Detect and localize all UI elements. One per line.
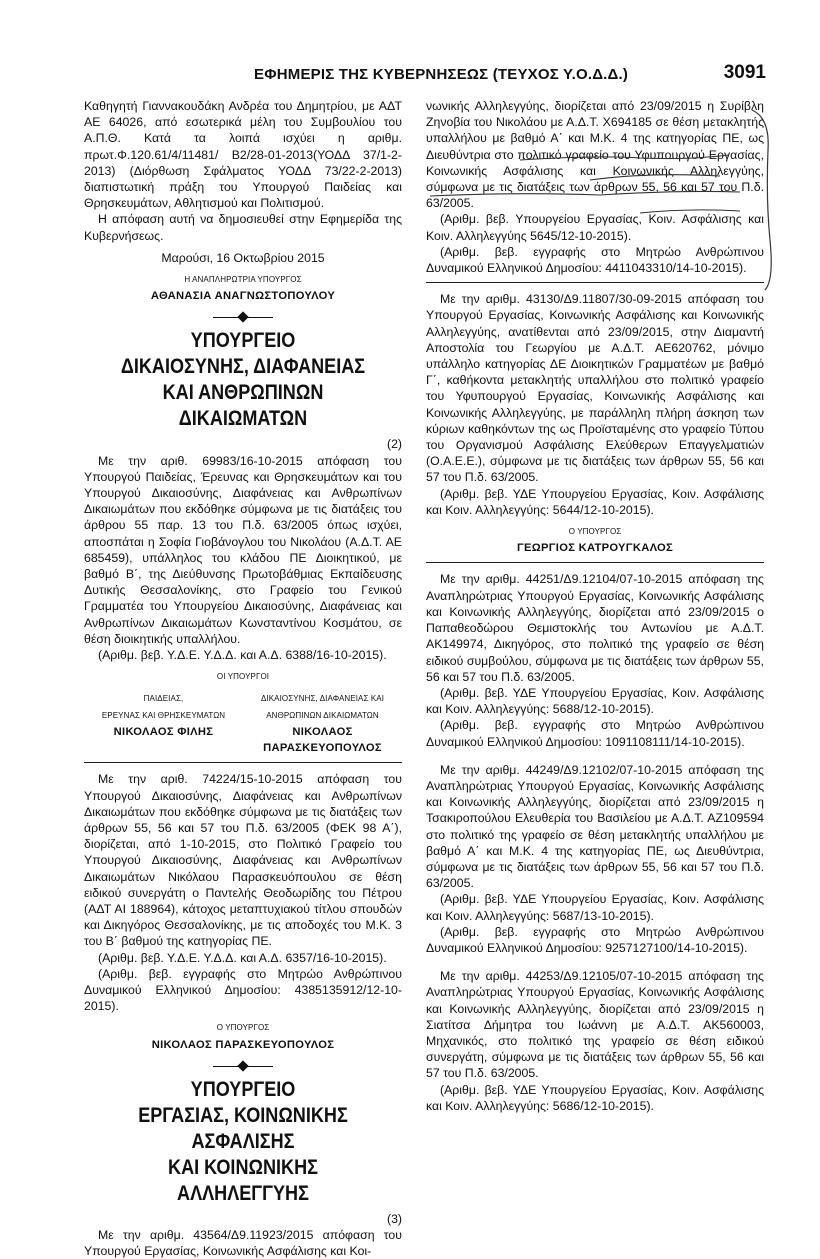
signers-label: ΟΙ ΥΠΟΥΡΓΟΙ — [216, 672, 270, 682]
section-divider — [213, 1059, 273, 1073]
decision-number: (3) — [386, 1211, 402, 1226]
signer-title: Ο ΥΠΟΥΡΓΟΣ — [568, 527, 622, 537]
dual-signature — [84, 691, 402, 756]
paragraph: Με την αριθμ. 44249/Δ9.12102/07-10-2015 απόφαση της Αναπληρώτριας Υπουργού Εργασίας, Κοινωνικής Ασφάλισης και Κοινωνικής Αλληλεγγύης, διορίζεται από 23/09/2015 η Τσακιροπούλου Ελευθερία του Βασιλείου με Α.Δ.Τ. ΑΖ109594 στο πολιτικό της γραφείο σε θέση μετακλητής υπαλλήλου με βαθμό Α΄ και Μ.Κ. 4 της κατηγορίας ΠΕ, ως Διευθύντρια, σύμφωνα με τις διατάξεις των άρθρων 55, 56 και 57 του Π.δ. 63/2005. — [426, 762, 764, 891]
signer-title: Ο ΥΠΟΥΡΓΟΣ — [216, 1023, 270, 1033]
signer-name: ΝΙΚΟΛΑΟΣ ΦΙΛΗΣ — [113, 725, 214, 738]
paragraph: Με την αριθμ. 44253/Δ9.12105/07-10-2015 απόφαση της Αναπληρώτριας Υπουργού Εργασίας, Κοινωνικής Ασφάλισης και Κοινωνικής Αλληλεγγύης, διορίζεται από 23/09/2015 η Σιατίτσα Δήμητρα του Ιωάννη με Α.Δ.Τ. ΑΚ560003, Μηχανικός, στο πολιτικό της γραφείο σε θέση ειδικού συνεργάτη, σύμφωνα με τις διατάξεις των άρθρων 55, 56 και 57 του Π.δ. 63/2005. — [426, 969, 764, 1081]
paragraph: Με την αριθμ. 43130/Δ9.11807/30-09-2015 απόφαση του Υπουργού Εργασίας, Κοινωνικής Ασφάλισης και Κοινωνικής Αλληλεγγύης, ανατίθενται από 23/09/2015, στην Διαμαντή Αποστολία του Γεωργίου με Α.Δ.Τ. ΑΕ620762, μόνιμο υπάλληλο κατηγορίας ΔΕ Διοικητικών Γραμματέων με βαθμό Γ΄, καθήκοντα μετακλητής υπαλλήλου στο πολιτικό γραφείο του Υφυπουργού Εργασίας, Κοινωνικής Ασφάλισης και Κοινωνικής Αλληλεγγύης, με παράλληλη πλήρη άσκηση των κύριων καθηκόντων της ως Προϊσταμένης στο γραφείο Τύπου του Οργανισμού Ασφάλισης Ελεύθερων Επαγγελματιών (Ο.Α.Ε.Ε.), σύμφωνα με τις διατάξεις των άρθρων 55, 56 και 57 του Π.δ. 63/2005. — [426, 292, 764, 485]
signer-title: Η ΑΝΑΠΛΗΡΩΤΡΙΑ ΥΠΟΥΡΓΟΣ — [184, 275, 302, 285]
ministry-heading-line: ΥΠΟΥΡΓΕΙΟ — [190, 1077, 296, 1101]
section-divider — [213, 310, 273, 324]
signer-name: ΝΙΚΟΛΑΟΣ ΠΑΡΑΣΚΕΥΟΠΟΥΛΟΣ — [151, 1038, 335, 1051]
gazette-title: ΕΦΗΜΕΡΙΣ ΤΗΣ ΚΥΒΕΡΝΗΣΕΩΣ (ΤΕΥΧΟΣ Υ.Ο.Δ.Δ.) — [254, 66, 629, 83]
paragraph: Με την αριθ. 74224/15-10-2015 απόφαση του Υπουργού Δικαιοσύνης, Διαφάνειας και Ανθρωπίνων Δικαιωμάτων που εκδόθηκε σύμφωνα με τις διατάξεις των άρθρων 55, 56 και 57 του Π.δ. 63/2005 (ΦΕΚ 98 Α΄), διορίζεται, από 1-10-2015, στο Πολιτικό Γραφείο του Υπουργού Δικαιοσύνης, Διαφάνειας και Ανθρωπίνων Δικαιωμάτων Νικόλαου Παρασκευόπουλου σε θέση ειδικού συνεργάτη ο Παντελής Θεοδωρίδης του Πέτρου (ΑΔΤ ΑΙ 188964), κάτοχος μεταπτυχιακού τίτλου σπουδών και Δικηγόρος Θεσσαλονίκης, με τις αποδοχές του Μ.Κ. 3 του Β΄ βαθμού της κατηγορίας ΠΕ. — [84, 772, 402, 949]
signer-name: ΑΘΑΝΑΣΙΑ ΑΝΑΓΝΩΣΤΟΠΟΥΛΟΥ — [150, 290, 336, 303]
paragraph: (Αριθμ. βεβ. ΥΔΕ Υπουργείου Εργασίας, Κοιν. Ασφάλισης και Κοιν. Αλληλεγγύης: 5688/12-10-2015). — [426, 685, 764, 717]
paragraph: (Αριθμ. βεβ. ΥΔΕ Υπουργείου Εργασίας, Κοιν. Ασφάλισης και Κοιν. Αλληλεγγύης: 5687/13-10-2015). — [426, 892, 764, 923]
ministry-heading-line: ΚΑΙ ΑΝΘΡΩΠΙΝΩΝ ΔΙΚΑΙΩΜΑΤΩΝ — [162, 381, 324, 431]
page-number: 3091 — [723, 62, 766, 83]
paragraph: Με την αριθμ. 43564/Δ9.11923/2015 απόφαση του Υπουργού Εργασίας, Κοινωνικής Ασφάλισης και Κοι- — [84, 1227, 402, 1259]
left-column — [84, 98, 402, 1259]
ministry-heading — [106, 1077, 379, 1207]
paragraph: (Αριθμ. βεβ. εγγραφής στο Μητρώο Ανθρώπινου Δυναμικού Ελληνικού Δημοσίου: 4411043310/14-10-2015). — [426, 244, 764, 276]
paragraph: (Αριθμ. βεβ. Υ.Δ.Ε. Υ.Δ.Δ. και Α.Δ. 6357/16-10-2015). — [98, 950, 387, 965]
paragraph: Με την αριθ. 69983/16-10-2015 απόφαση του Υπουργού Παιδείας, Έρευνας και Θρησκευμάτων και του Υπουργού Δικαιοσύνης, Διαφάνειας και Ανθρωπίνων Δικαιωμάτων που εκδόθηκε σύμφωνα με τις διατάξεις του άρθρου 55 παρ. 13 του Π.δ. 63/2005 όπως ισχύει, αποσπάται η Σοφία Γιοβάνογλου του Νικολάου (Α.Δ.Τ. ΑΕ 685459), υπάλληλος του κλάδου ΠΕ Διοικητικού, με βαθμό Β΄, της Διεύθυνσης Πρωτοβάθμιας Εκπαίδευσης Δυτικής Θεσσαλονίκης, στο Γραφείο του Γενικού Γραμματέα του Υπουργείου Δικαιοσύνης, Διαφάνειας και Ανθρωπίνων Δικαιωμάτων Κωνσταντίνου Κοσμάτου, σε θέση διοικητικής υπαλλήλου. — [84, 453, 402, 646]
ministry-heading-line: ΥΠΟΥΡΓΕΙΟ — [190, 329, 296, 353]
paragraph: (Αριθμ. βεβ. εγγραφής στο Μητρώο Ανθρώπινου Δυναμικού Ελληνικού Δημοσίου: 4385135912/12-10-2015). — [84, 966, 402, 1014]
paragraph: (Αριθμ. βεβ. Υπουργείου Εργασίας, Κοιν. Ασφάλισης και Κοιν. Αλληλεγγύης 5645/12-10-2015). — [426, 212, 764, 243]
paragraph: (Αριθμ. βεβ. ΥΔΕ Υπουργείου Εργασίας, Κοιν. Ασφάλισης και Κοιν. Αλληλεγγύης: 5686/12-10-2015). — [426, 1082, 764, 1113]
section-rule — [84, 762, 402, 763]
signer-title: ΕΡΕΥΝΑΣ ΚΑΙ ΘΡΗΣΚΕΥΜΑΤΩΝ — [101, 710, 226, 720]
section-rule — [426, 282, 764, 283]
ministry-heading — [106, 328, 379, 432]
paragraph: Η απόφαση αυτή να δημοσιευθεί στην Εφημερίδα της Κυβερνήσεως. — [84, 212, 402, 243]
signer-title: ΑΝΘΡΩΠΙΝΩΝ ΔΙΚΑΙΩΜΑΤΩΝ — [266, 710, 379, 720]
signer-name: ΝΙΚΟΛΑΟΣ ΠΑΡΑΣΚΕΥΟΠΟΥΛΟΣ — [263, 725, 382, 755]
ministry-heading-line: ΕΡΓΑΣΙΑΣ, ΚΟΙΝΩΝΙΚΗΣ ΑΣΦΑΛΙΣΗΣ — [138, 1103, 348, 1153]
ministry-heading-line: ΚΑΙ ΚΟΙΝΩΝΙΚΗΣ ΑΛΛΗΛΕΓΓΥΗΣ — [168, 1155, 318, 1205]
signing-date: Μαρούσι, 16 Οκτωβρίου 2015 — [161, 250, 325, 265]
right-column — [426, 98, 764, 1114]
signer-title: ΔΙΚΑΙΟΣΥΝΗΣ, ΔΙΑΦΑΝΕΙΑΣ ΚΑΙ — [260, 694, 385, 704]
page-header — [76, 62, 766, 92]
section-rule — [426, 562, 764, 563]
paragraph: (Αριθμ. βεβ. εγγραφής στο Μητρώο Ανθρώπινου Δυναμικού Ελληνικού Δημοσίου: 9257127100/14-10-2015). — [426, 924, 764, 955]
paragraph: νωνικής Αλληλεγγύης, διορίζεται από 23/09/2015 η Συρίβλη Ζηνοβία του Νικολάου με Α.Δ.Τ. Χ694185 σε θέση μετακλητής υπαλλήλου με βαθμό Α΄ και Μ.Κ. 4 της κατηγορίας ΠΕ, ως Διευθύντρια στο πολιτικό γραφείο του Υφυπουργού Εργασίας, Κοινωνικής Ασφάλισης και Κοινωνικής Αλληλεγγύης, σύμφωνα με τις διατάξεις των άρθρων 55, 56 και 57 του Π.δ. 63/2005. — [426, 99, 764, 211]
signer-name: ΓΕΩΡΓΙΟΣ ΚΑΤΡΟΥΓΚΑΛΟΣ — [516, 542, 674, 555]
paragraph: Με την αριθμ. 44251/Δ9.12104/07-10-2015 απόφαση της Αναπληρώτριας Υπουργού Εργασίας, Κοινωνικής Ασφάλισης και Κοινωνικής Αλληλεγγύης, διορίζεται από 23/09/2015 ο Παπαθεοδώρου Θεμιστοκλής του Αντωνίου με Α.Δ.Τ. ΑΚ149974, Δικηγόρος, στο πολιτικό της γραφείο σε θέση ειδικού συμβούλου, σύμφωνα με τις διατάξεις των άρθρων 55, 56 και 57 του Π.δ. 63/2005. — [426, 572, 764, 684]
signer-title: ΠΑΙΔΕΙΑΣ, — [143, 694, 184, 704]
paragraph: (Αριθμ. βεβ. Υ.Δ.Ε. Υ.Δ.Δ. και Α.Δ. 6388/16-10-2015). — [98, 648, 387, 663]
paragraph: (Αριθμ. βεβ. εγγραφής στο Μητρώο Ανθρώπινου Δυναμικού Ελληνικού Δημοσίου: 1091108111/14-10-2015). — [426, 718, 764, 749]
ministry-heading-line: ΔΙΚΑΙΟΣΥΝΗΣ, ΔΙΑΦΑΝΕΙΑΣ — [120, 355, 366, 379]
paragraph: Καθηγητή Γιαννακουδάκη Ανδρέα του Δημητρίου, με ΑΔΤ ΑΕ 64026, από εσωτερικά μέλη του Συμβουλίου του Α.Π.Θ. Κατά τα λοιπά ισχύει η αριθμ. πρωτ.Φ.120.61/4/11481/ Β2/28-01-2013(ΥΟΔΔ 37/1-2-2013) (Διόρθωση Σφάλματος ΥΟΔΔ 73/22-2-2013) διαπιστωτική πράξη του Υπουργού Παιδείας και Θρησκευμάτων, Αθλητισμού και Πολιτισμού. — [84, 99, 402, 211]
paragraph: (Αριθμ. βεβ. ΥΔΕ Υπουργείου Εργασίας, Κοιν. Ασφάλισης και Κοιν. Αλληλεγγύης: 5644/12-10-2015). — [426, 486, 764, 517]
decision-number: (2) — [386, 437, 402, 452]
